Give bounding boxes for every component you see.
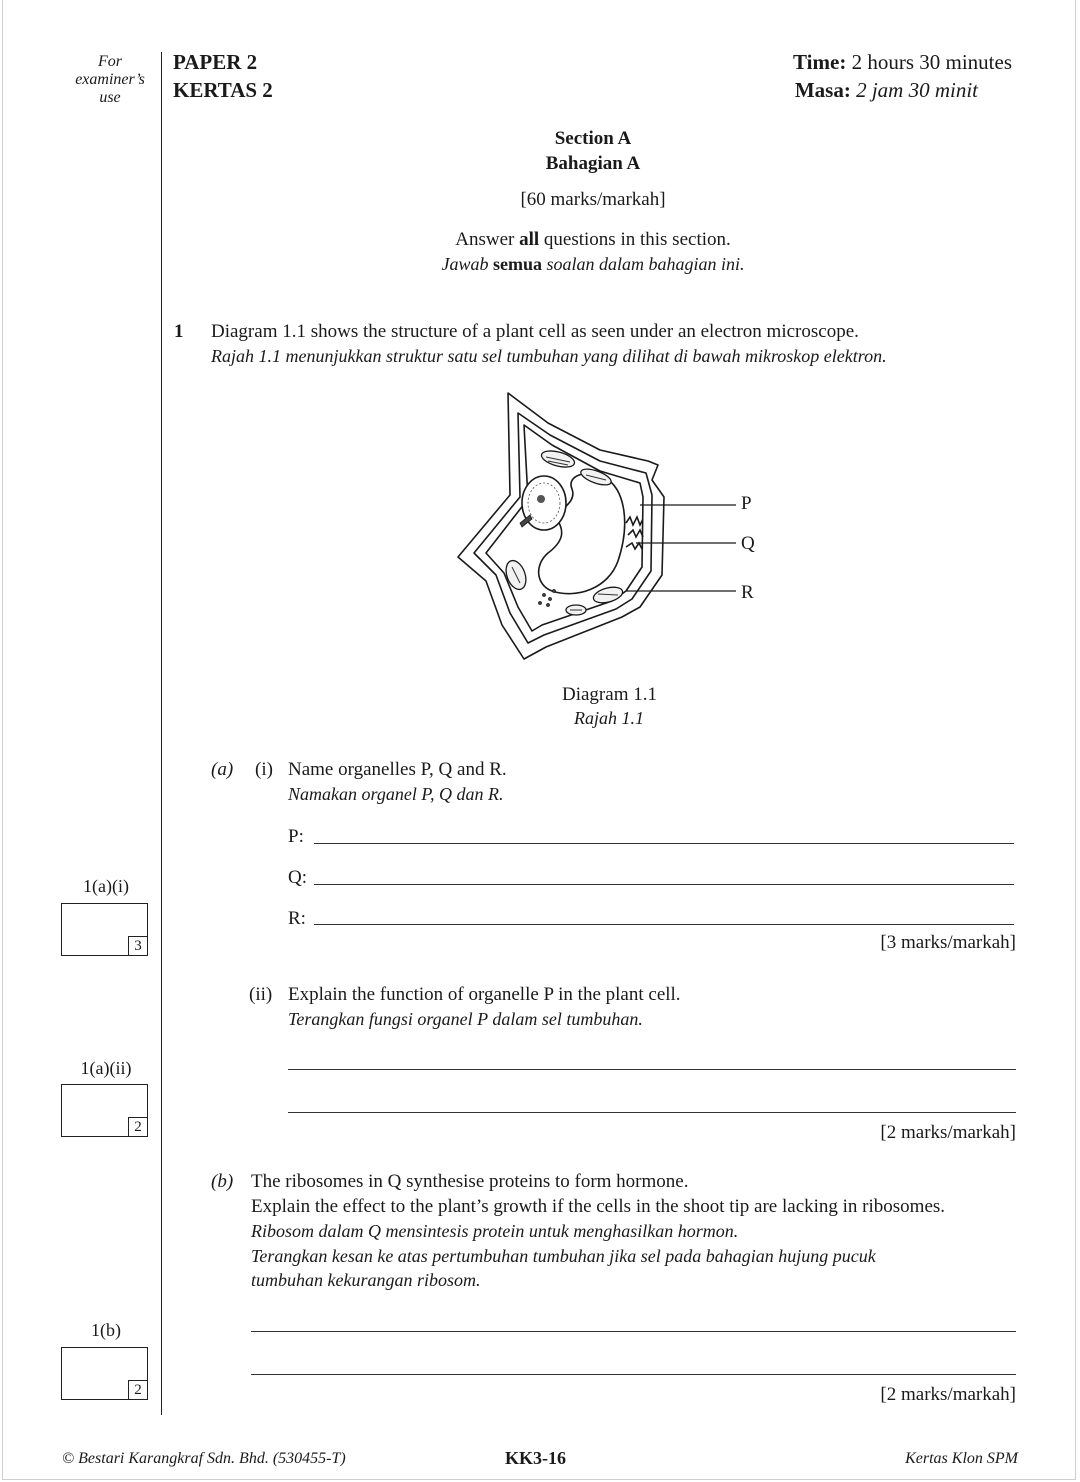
- section-instruction-en: [162, 229, 1024, 251]
- answer-label-q: Q:: [288, 867, 307, 888]
- mark-box-b[interactable]: [61, 1347, 148, 1400]
- instr-en-pre: Answer: [455, 229, 520, 250]
- part-b-letter: (b): [211, 1171, 234, 1192]
- rer-squiggle-1: [626, 517, 643, 525]
- mark-max-b: 2: [128, 1380, 148, 1400]
- part-a-i-marks: [3 marks/markah]: [880, 932, 1016, 953]
- mark-max-a-ii: 2: [128, 1117, 148, 1137]
- section-marks: [60 marks/markah]: [520, 189, 666, 210]
- instr-en-bold: all: [519, 229, 540, 250]
- examiner-note-line1: For: [98, 53, 122, 70]
- answer-line-b-1[interactable]: [251, 1331, 1016, 1332]
- part-b-en-1: The ribosomes in Q synthesise proteins to form hormone.: [251, 1171, 689, 1192]
- footer-series: Kertas Klon SPM: [905, 1450, 1018, 1467]
- part-b-ms-3: tumbuhan kekurangan ribosom.: [251, 1270, 481, 1290]
- answer-line-p[interactable]: [314, 843, 1014, 844]
- mark-max-a-i: 3: [128, 936, 148, 956]
- examiner-note-line2: examiner’s: [75, 71, 145, 88]
- answer-line-a-ii-2[interactable]: [288, 1112, 1016, 1113]
- question-stem-ms: Rajah 1.1 menunjukkan struktur satu sel tumbuhan yang dilihat di bawah mikroskop elektron.: [211, 346, 887, 366]
- instr-en-post: questions in this section.: [539, 229, 731, 250]
- rer-squiggle-3: [626, 543, 642, 549]
- part-a-ii-ms: Terangkan fungsi organel P dalam sel tumbuhan.: [288, 1009, 643, 1029]
- answer-line-a-ii-1[interactable]: [288, 1069, 1016, 1070]
- instr-ms-pre: Jawab: [441, 254, 493, 274]
- answer-line-q[interactable]: [314, 884, 1014, 885]
- diagram-label-r: R: [741, 582, 754, 603]
- examiner-note-line3: use: [99, 89, 121, 106]
- mark-box-a-ii[interactable]: [61, 1084, 148, 1137]
- mark-ref-a-ii: 1(a)(ii): [80, 1058, 132, 1078]
- part-b-marks: [2 marks/markah]: [880, 1384, 1016, 1405]
- paper-title-ms: KERTAS 2: [173, 78, 273, 102]
- instr-ms-post: soalan dalam bahagian ini.: [541, 254, 745, 274]
- time-label-ms: Masa:: [794, 78, 851, 102]
- question-stem-en: Diagram 1.1 shows the structure of a plant cell as seen under an electron microscope.: [211, 321, 859, 342]
- paper-title-en: PAPER 2: [173, 50, 258, 74]
- answer-line-r[interactable]: [314, 924, 1014, 925]
- time-value-en: 2 hours 30 minutes: [851, 50, 1012, 74]
- instr-ms-bold: semua: [492, 254, 542, 274]
- time-ms: [795, 78, 978, 103]
- part-a-sub-ii: (ii): [249, 984, 273, 1005]
- time-label-en: Time:: [793, 50, 847, 74]
- part-a-letter: (a): [211, 759, 234, 780]
- footer-copyright: © Bestari Karangkraf Sdn. Bhd. (530455-T): [62, 1450, 346, 1467]
- part-b-en-2: Explain the effect to the plant’s growth if the cells in the shoot tip are lacking in ribosomes.: [251, 1196, 946, 1217]
- footer-code: KK3-16: [505, 1448, 566, 1468]
- diagram-caption-ms: Rajah 1.1: [574, 708, 644, 728]
- part-a-ii-marks: [2 marks/markah]: [880, 1122, 1016, 1143]
- part-a-sub-i: (i): [255, 759, 273, 780]
- examiner-note: [55, 53, 165, 107]
- answer-line-b-2[interactable]: [251, 1374, 1016, 1375]
- question-number: 1: [174, 321, 184, 342]
- section-instruction-ms: [162, 254, 1024, 275]
- answer-label-p: P:: [288, 826, 304, 847]
- time-value-ms: 2 jam 30 minit: [856, 78, 978, 102]
- diagram-caption-en: Diagram 1.1: [562, 684, 657, 705]
- mark-box-a-i[interactable]: [61, 903, 148, 956]
- nucleolus: [537, 495, 545, 503]
- part-a-i-ms: Namakan organel P, Q dan R.: [288, 784, 504, 804]
- mark-ref-b: 1(b): [91, 1320, 121, 1340]
- part-a-i-en: Name organelles P, Q and R.: [288, 759, 507, 780]
- rer-squiggle-2: [628, 530, 643, 537]
- plant-cell-diagram: [440, 385, 780, 670]
- part-b-ms-2: Terangkan kesan ke atas pertumbuhan tumbuhan jika sel pada bahagian hujung pucuk: [251, 1246, 876, 1266]
- part-a-ii-en: Explain the function of organelle P in the plant cell.: [288, 984, 681, 1005]
- section-title-en: Section A: [554, 128, 632, 149]
- time-en: [793, 50, 1012, 75]
- mark-ref-a-i: 1(a)(i): [83, 876, 129, 896]
- answer-label-r: R:: [288, 908, 306, 929]
- diagram-label-q: Q: [741, 533, 755, 554]
- section-title-ms: Bahagian A: [545, 153, 641, 174]
- diagram-label-p: P: [741, 493, 752, 514]
- part-b-ms-1: Ribosom dalam Q mensintesis protein untuk menghasilkan hormon.: [251, 1221, 739, 1241]
